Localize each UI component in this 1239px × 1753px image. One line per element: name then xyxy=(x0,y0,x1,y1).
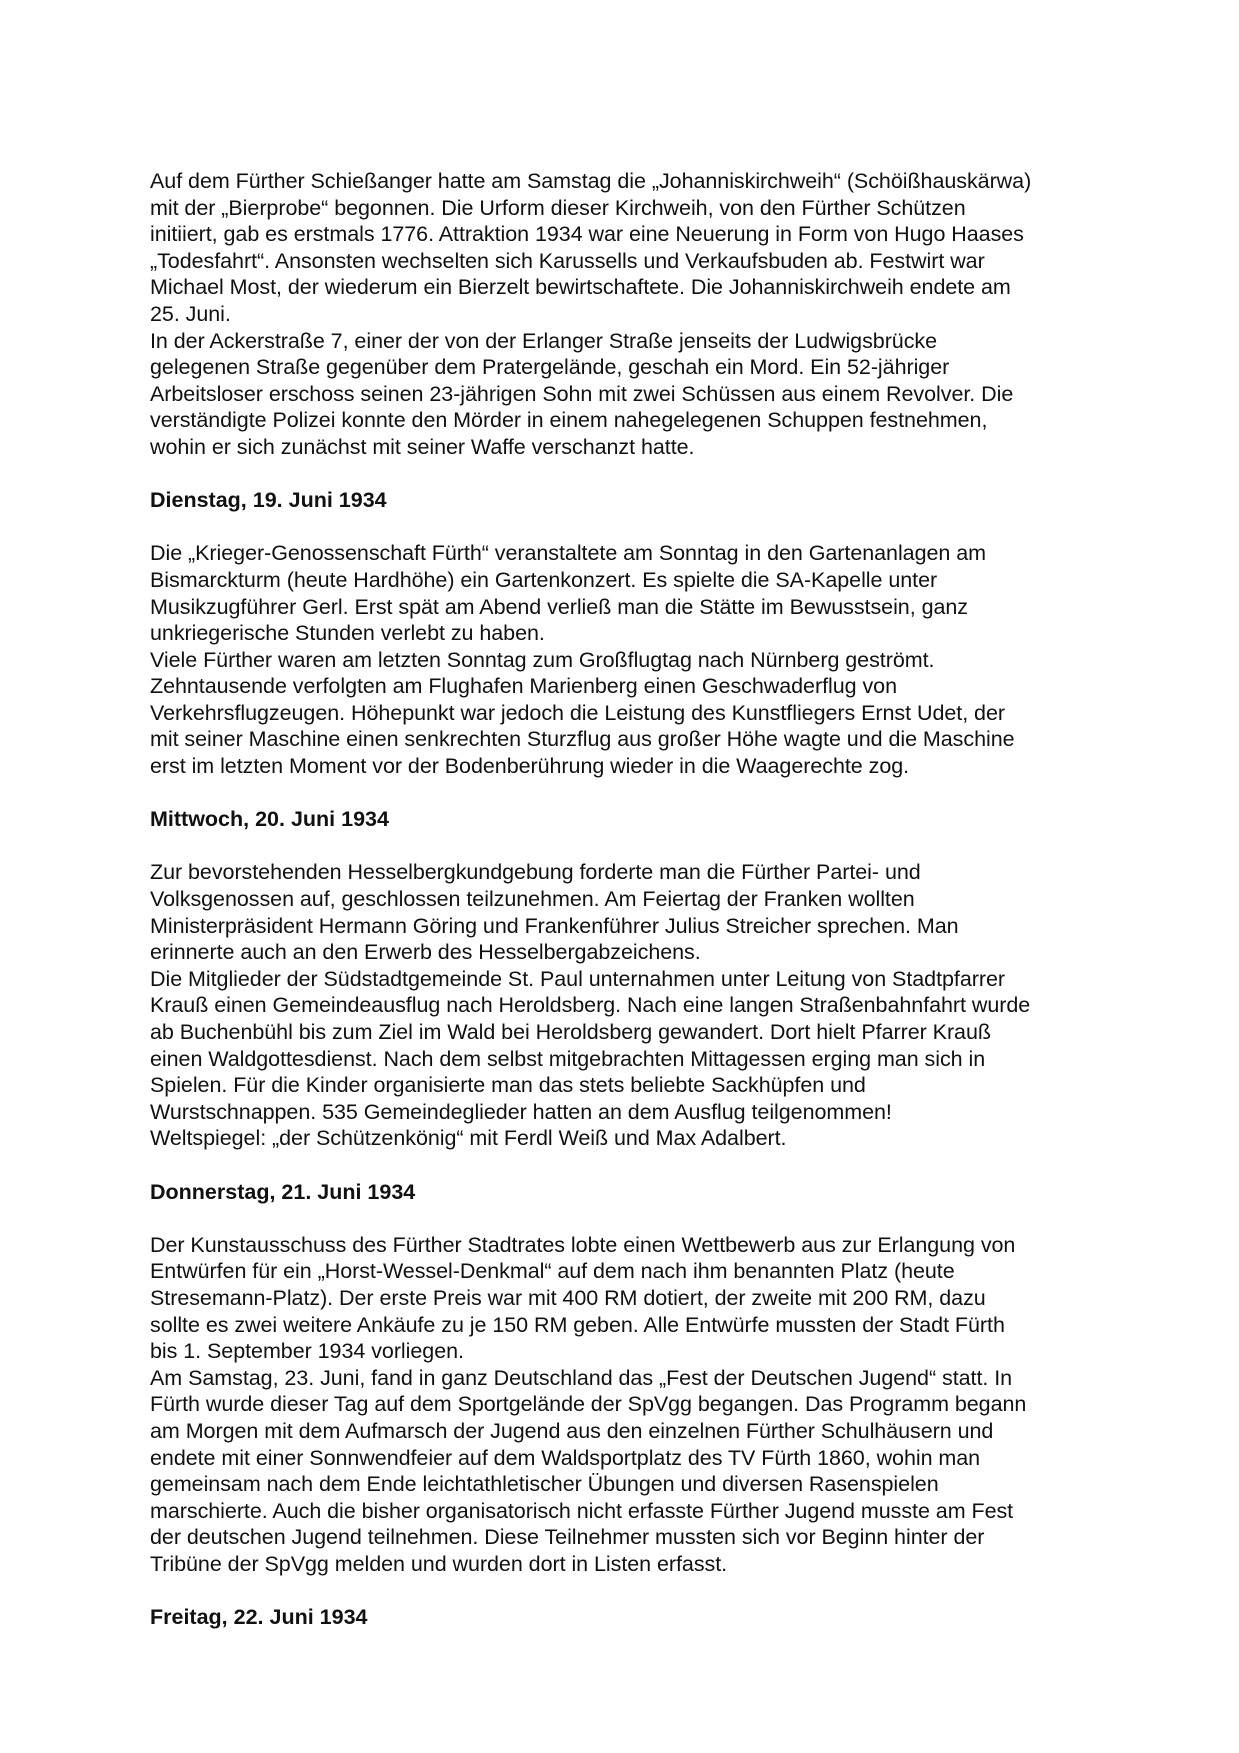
text-line: Zur bevorstehenden Hesselbergkundgebung forderte man die Fürther Partei- und xyxy=(150,860,921,885)
text-line: Ministerpräsident Hermann Göring und Frankenführer Julius Streicher sprechen. Man xyxy=(150,913,959,938)
text-line: sollte es zwei weitere Ankäufe zu je 150 RM geben. Alle Entwürfe mussten der Stadt Fürth xyxy=(150,1312,1005,1337)
text-line: initiiert, gab es erstmals 1776. Attraktion 1934 war eine Neuerung in Form von Hugo Haases xyxy=(150,222,1024,247)
text-line: Volksgenossen auf, geschlossen teilzunehmen. Am Feiertag der Franken wollten xyxy=(150,887,915,912)
document-page xyxy=(150,168,1090,1657)
text-line: Michael Most, der wiederum ein Bierzelt bewirtschaftete. Die Johanniskirchweih endete am xyxy=(150,275,1011,300)
text-line: gelegenen Straße gegenüber dem Pratergelände, geschah ein Mord. Ein 52-jähriger xyxy=(150,355,950,380)
paragraph xyxy=(150,540,1090,779)
date-heading: Freitag, 22. Juni 1934 xyxy=(150,1605,368,1630)
text-line: mit der „Bierprobe“ begonnen. Die Urform dieser Kirchweih, von den Fürther Schützen xyxy=(150,195,966,220)
spacer xyxy=(150,461,1090,488)
text-line: verständigte Polizei konnte den Mörder in einem nahegelegenen Schuppen festnehmen, xyxy=(150,408,988,433)
text-line: endete mit einer Sonnwendfeier auf dem Waldsportplatz des TV Fürth 1860, wohin man xyxy=(150,1445,981,1470)
text-line: Am Samstag, 23. Juni, fand in ganz Deutschland das „Fest der Deutschen Jugend“ statt. In xyxy=(150,1365,1013,1390)
text-line: am Morgen mit dem Aufmarsch der Jugend aus den einzelnen Fürther Schulhäusern und xyxy=(150,1418,994,1443)
paragraph xyxy=(150,859,1090,1152)
text-line: Die Mitglieder der Südstadtgemeinde St. Paul unternahmen unter Leitung von Stadtpfarrer xyxy=(150,966,1005,991)
text-line: einen Waldgottesdienst. Nach dem selbst mitgebrachten Mittagessen erging man sich in xyxy=(150,1046,986,1071)
text-line: erst im letzten Moment vor der Bodenberührung wieder in die Waagerechte zog. xyxy=(150,754,910,779)
text-line: Viele Fürther waren am letzten Sonntag zum Großflugtag nach Nürnberg geströmt. xyxy=(150,647,935,672)
text-line: Musikzugführer Gerl. Erst spät am Abend verließ man die Stätte im Bewusstsein, ganz xyxy=(150,594,968,619)
text-line: erinnerte auch an den Erwerb des Hesselbergabzeichens. xyxy=(150,940,701,965)
text-line: Arbeitsloser erschoss seinen 23-jährigen Sohn mit zwei Schüssen aus einem Revolver. Die xyxy=(150,381,1014,406)
text-line: Tribüne der SpVgg melden und wurden dort in Listen erfasst. xyxy=(150,1551,728,1576)
spacer xyxy=(150,1152,1090,1179)
text-line: wohin er sich zunächst mit seiner Waffe verschanzt hatte. xyxy=(150,434,695,459)
text-line: „Todesfahrt“. Ansonsten wechselten sich Karussells und Verkaufsbuden ab. Festwirt war xyxy=(150,248,985,273)
spacer xyxy=(150,1577,1090,1604)
text-line: Auf dem Fürther Schießanger hatte am Samstag die „Johanniskirchweih“ (Schöißhauskärwa) xyxy=(150,169,1032,193)
text-line: gemeinsam nach dem Ende leichtathletischer Übungen und diversen Rasenspielen xyxy=(150,1472,939,1497)
text-line: Zehntausende verfolgten am Flughafen Marienberg einen Geschwaderflug von xyxy=(150,674,897,699)
date-heading: Donnerstag, 21. Juni 1934 xyxy=(150,1179,416,1204)
spacer xyxy=(150,1205,1090,1232)
text-line: 25. Juni. xyxy=(150,301,231,326)
text-line: ab Buchenbühl bis zum Ziel im Wald bei Heroldsberg gewandert. Dort hielt Pfarrer Krauß xyxy=(150,1020,991,1044)
text-line: marschierte. Auch die bisher organisatorisch nicht erfasste Fürther Jugend musste am Fest xyxy=(150,1498,1014,1523)
date-heading: Dienstag, 19. Juni 1934 xyxy=(150,488,387,513)
text-line: Entwürfen für ein „Horst-Wessel-Denkmal“ auf dem nach ihm benannten Platz (heute xyxy=(150,1259,955,1284)
text-line: Wurstschnappen. 535 Gemeindeglieder hatten an dem Ausflug teilgenommen! xyxy=(150,1099,892,1124)
paragraph xyxy=(150,1232,1090,1578)
date-heading: Mittwoch, 20. Juni 1934 xyxy=(150,807,389,832)
text-line: Fürth wurde dieser Tag auf dem Sportgelände der SpVgg begangen. Das Programm begann xyxy=(150,1392,1027,1417)
text-line: In der Ackerstraße 7, einer der von der Erlanger Straße jenseits der Ludwigsbrücke xyxy=(150,328,938,353)
text-line: Der Kunstausschuss des Fürther Stadtrates lobte einen Wettbewerb aus zur Erlangung von xyxy=(150,1232,1016,1257)
text-line: bis 1. September 1934 vorliegen. xyxy=(150,1339,464,1364)
text-line: unkriegerische Stunden verlebt zu haben. xyxy=(150,621,545,646)
text-line: Weltspiegel: „der Schützenkönig“ mit Ferdl Weiß und Max Adalbert. xyxy=(150,1126,787,1151)
spacer xyxy=(150,780,1090,807)
text-line: Die „Krieger-Genossenschaft Fürth“ veranstaltete am Sonntag in den Gartenanlagen am xyxy=(150,541,986,566)
text-line: Krauß einen Gemeindeausflug nach Heroldsberg. Nach eine langen Straßenbahnfahrt wurde xyxy=(150,993,1031,1018)
spacer xyxy=(150,833,1090,860)
paragraph xyxy=(150,168,1090,461)
spacer xyxy=(150,1631,1090,1658)
spacer xyxy=(150,514,1090,541)
text-line: der deutschen Jugend teilnehmen. Diese Teilnehmer mussten sich vor Beginn hinter der xyxy=(150,1525,985,1550)
text-line: Verkehrsflugzeugen. Höhepunkt war jedoch die Leistung des Kunstfliegers Ernst Udet, der xyxy=(150,700,1005,725)
text-line: Stresemann-Platz). Der erste Preis war mit 400 RM dotiert, der zweite mit 200 RM, dazu xyxy=(150,1285,986,1310)
text-line: Spielen. Für die Kinder organisierte man das stets beliebte Sackhüpfen und xyxy=(150,1073,866,1098)
text-line: Bismarckturm (heute Hardhöhe) ein Gartenkonzert. Es spielte die SA-Kapelle unter xyxy=(150,567,938,592)
text-line: mit seiner Maschine einen senkrechten Sturzflug aus großer Höhe wagte und die Maschine xyxy=(150,727,1015,752)
